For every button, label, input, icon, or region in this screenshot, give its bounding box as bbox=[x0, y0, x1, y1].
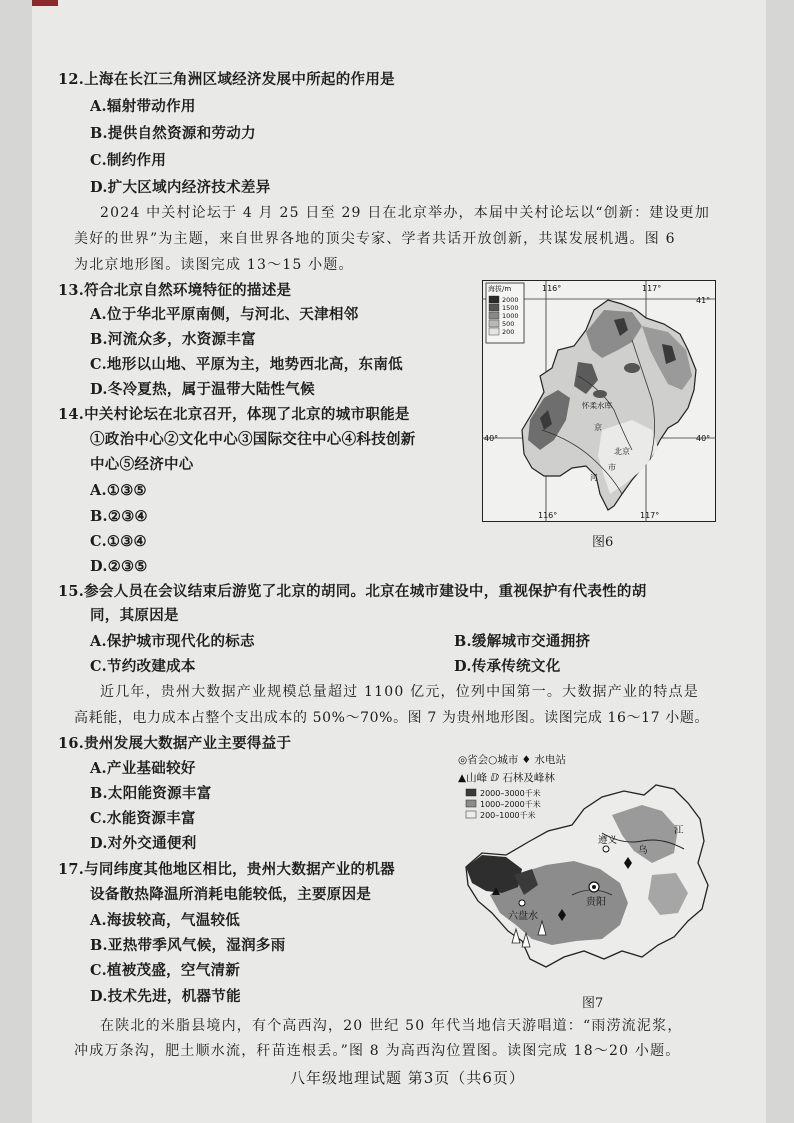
q13-option-b: B.河流众多，水资源丰富 bbox=[90, 331, 256, 348]
q16-option-d: D.对外交通便利 bbox=[90, 835, 197, 852]
fig6-lat-41: 41° bbox=[696, 296, 711, 305]
q14-stem-line2: ①政治中心②文化中心③国际交往中心④科技创新 bbox=[90, 431, 416, 448]
fig6-label-he: 河 bbox=[590, 473, 598, 482]
zunyi-marker bbox=[603, 846, 609, 852]
fig6-lon-117-top: 117° bbox=[642, 284, 662, 293]
q15-option-b: B.缓解城市交通拥挤 bbox=[454, 633, 591, 650]
q14-stem-line3: 中心⑤经济中心 bbox=[90, 456, 194, 473]
passage2-line2: 高耗能，电力成本占整个支出成本的 50%～70%。图 7 为贵州地形图。读图完成 16～17 小题。 bbox=[74, 710, 710, 726]
q15-option-c: C.节约改建成本 bbox=[90, 658, 196, 675]
guizhou-terrain-map bbox=[452, 745, 714, 983]
fig6-lon-116-bottom: 116° bbox=[538, 511, 558, 520]
q16-option-c: C.水能资源丰富 bbox=[90, 810, 196, 827]
q13-option-a: A.位于华北平原南侧，与河北、天津相邻 bbox=[90, 306, 359, 323]
q12-option-a: A.辐射带动作用 bbox=[90, 98, 196, 115]
q13-stem: 13.符合北京自然环境特征的描述是 bbox=[58, 282, 292, 299]
fig6-lat-40-right: 40° bbox=[696, 434, 711, 443]
fig6-legend-2000: 2000 bbox=[502, 296, 519, 304]
fig6-label-jing: 京 bbox=[594, 423, 602, 432]
q14-option-a: A.①③⑤ bbox=[90, 482, 147, 499]
fig7-band-mid: 1000–2000千米 bbox=[480, 800, 541, 809]
fig6-label-shi: 市 bbox=[608, 463, 616, 472]
fig6-legend-1000: 1000 bbox=[502, 312, 519, 320]
passage3-line1: 在陕北的米脂县境内，有个高西沟，20 世纪 50 年代当地信天游唱道：“雨涝流泥浆， bbox=[100, 1018, 683, 1034]
q16-option-b: B.太阳能资源丰富 bbox=[90, 785, 212, 802]
corner-mark bbox=[32, 0, 58, 6]
fig7-label-wu: 乌 bbox=[638, 845, 648, 856]
passage1-line1: 2024 中关村论坛于 4 月 25 日至 29 日在北京举办，本届中关村论坛以“创新：建设更加 bbox=[100, 205, 711, 221]
q17-option-b: B.亚热带季风气候，湿润多雨 bbox=[90, 937, 286, 954]
fig7-label-guiyang: 贵阳 bbox=[586, 897, 606, 908]
q14-option-c: C.①③④ bbox=[90, 533, 147, 550]
q17-option-a: A.海拔较高，气温较低 bbox=[90, 912, 241, 929]
fig6-caption: 图6 bbox=[592, 535, 614, 550]
page-footer: 八年级地理试题 第3页（共6页） bbox=[290, 1069, 525, 1087]
beijing-terrain-map bbox=[482, 280, 716, 522]
fig7-label-zunyi: 遵义 bbox=[598, 835, 618, 846]
q15-stem-line2: 同，其原因是 bbox=[90, 607, 179, 624]
q12-option-d: D.扩大区域内经济技术差异 bbox=[90, 179, 271, 196]
q17-stem: 17.与同纬度其他地区相比，贵州大数据产业的机器 bbox=[58, 861, 395, 878]
fig6-legend-200: 200 bbox=[502, 328, 515, 336]
fig7-band-high: 2000–3000千米 bbox=[480, 789, 541, 798]
q12-option-b: B.提供自然资源和劳动力 bbox=[90, 125, 256, 142]
q17-stem-line2: 设备散热降温所消耗电能较低，主要原因是 bbox=[90, 886, 372, 903]
fig6-lon-116-top: 116° bbox=[542, 284, 562, 293]
passage3-line2: 冲成万条沟，肥土顺水流，秆苗连根丢。”图 8 为高西沟位置图。读图完成 18～20 小题。 bbox=[74, 1043, 681, 1059]
passage1-line3: 为北京地形图。读图完成 13～15 小题。 bbox=[74, 257, 354, 273]
fig7-band-low: 200–1000千米 bbox=[480, 811, 536, 820]
q14-stem: 14.中关村论坛在北京召开，体现了北京的城市职能是 bbox=[58, 406, 410, 423]
fig6-lon-117-bottom: 117° bbox=[640, 511, 660, 520]
q17-option-d: D.技术先进，机器节能 bbox=[90, 988, 241, 1005]
fig7-label-liupanshui: 六盘水 bbox=[508, 911, 538, 922]
q13-option-d: D.冬冷夏热，属于温带大陆性气候 bbox=[90, 381, 315, 398]
q17-option-c: C.植被茂盛，空气清新 bbox=[90, 962, 241, 979]
fig6-legend-title: 海拔/m bbox=[488, 285, 512, 293]
q15-option-d: D.传承传统文化 bbox=[454, 658, 561, 675]
fig7-legend-row1: ◎省会○城市 ♦ 水电站 bbox=[458, 754, 566, 766]
q12-option-c: C.制约作用 bbox=[90, 152, 167, 169]
fig6-label-beijing: 北京 bbox=[614, 447, 630, 456]
fig6-label-huairou: 怀柔水库 bbox=[582, 401, 612, 410]
q14-option-d: D.②③⑤ bbox=[90, 558, 148, 575]
fig7-caption: 图7 bbox=[582, 996, 604, 1011]
fig7-label-jiang: 江 bbox=[674, 825, 684, 836]
q15-option-a: A.保护城市现代化的标志 bbox=[90, 633, 255, 650]
fig6-legend-1500: 1500 bbox=[502, 304, 519, 312]
fig6-legend-500: 500 bbox=[502, 320, 515, 328]
passage2-line1: 近几年，贵州大数据产业规模总量超过 1100 亿元，位列中国第一。大数据产业的特点是 bbox=[100, 684, 699, 700]
liupanshui-marker bbox=[519, 900, 525, 906]
passage1-line2: 美好的世界”为主题，来自世界各地的顶尖专家、学者共话开放创新，共谋发展机遇。图 6 bbox=[74, 231, 676, 247]
fig7-legend-row2: ▲山峰 ⅅ 石林及峰林 bbox=[458, 772, 555, 784]
q12-stem: 12.上海在长江三角洲区域经济发展中所起的作用是 bbox=[58, 71, 395, 88]
q13-option-c: C.地形以山地、平原为主，地势西北高，东南低 bbox=[90, 356, 403, 373]
fig6-lat-40-left: 40° bbox=[484, 434, 499, 443]
q14-option-b: B.②③④ bbox=[90, 508, 148, 525]
q16-stem: 16.贵州发展大数据产业主要得益于 bbox=[58, 735, 292, 752]
q15-stem: 15.参会人员在会议结束后游览了北京的胡同。北京在城市建设中，重视保护有代表性的胡 bbox=[58, 583, 647, 600]
q16-option-a: A.产业基础较好 bbox=[90, 760, 196, 777]
